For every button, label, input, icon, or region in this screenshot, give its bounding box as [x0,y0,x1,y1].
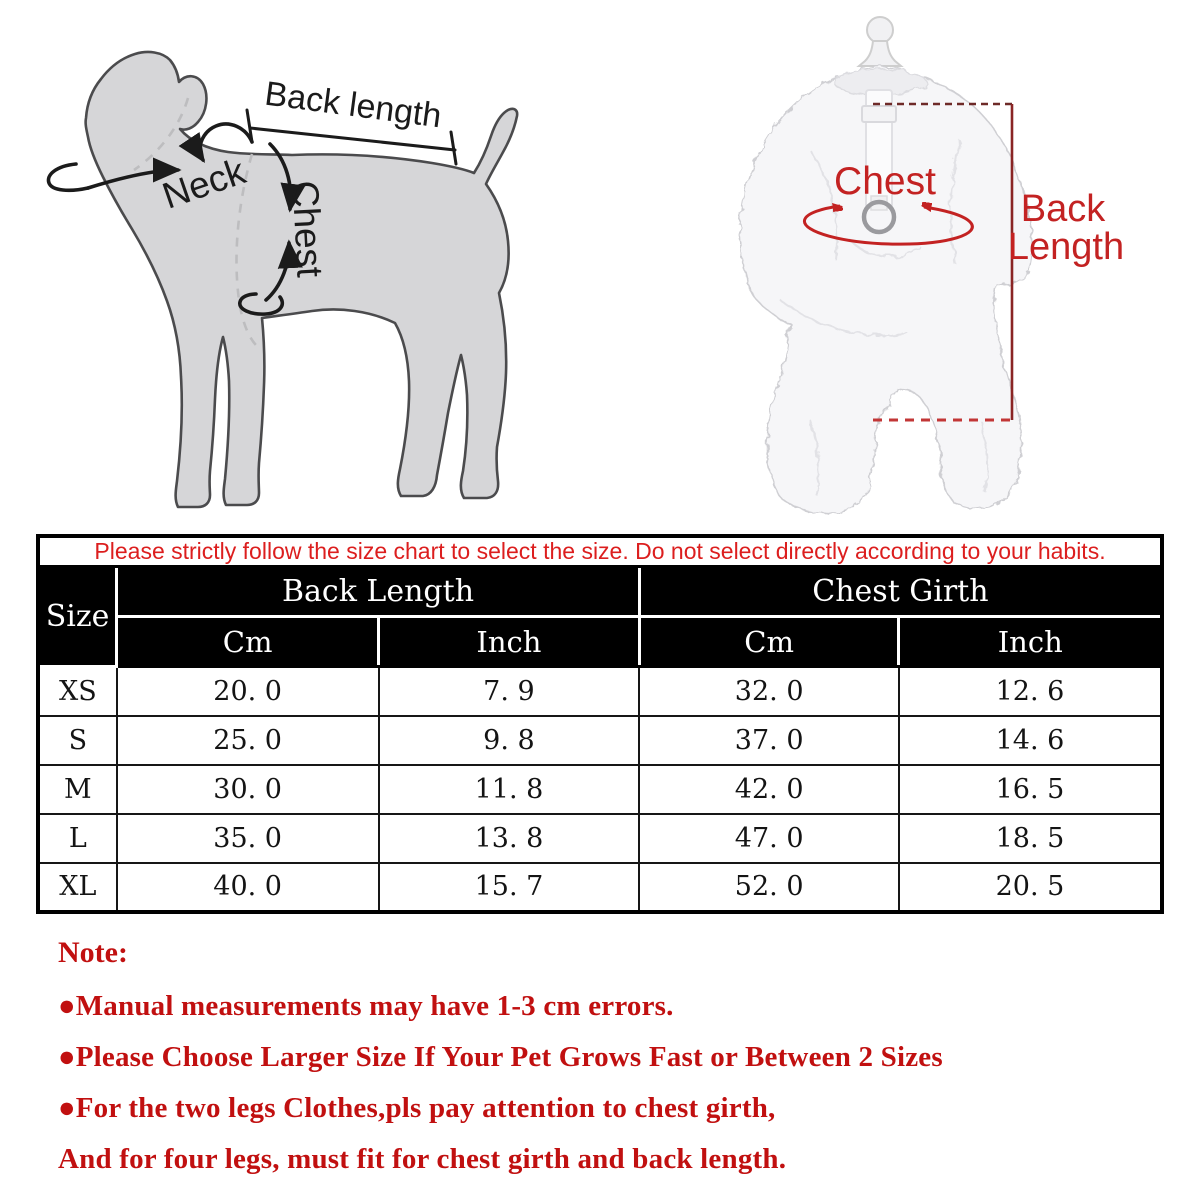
header-group-row [38,567,1162,617]
back-length-label: Back length [262,74,444,136]
back-length-group-header: Back Length [117,567,640,617]
chest-inch-cell: 16. 5 [899,765,1162,814]
dog-silhouette [86,52,518,507]
table-row [38,863,1162,912]
size-cell: XS [38,667,117,716]
back-cm-cell: 25. 0 [117,716,379,765]
chest-girth-group-header: Chest Girth [639,567,1162,617]
header-unit-row [38,617,1162,667]
chest-cm-cell: 47. 0 [639,814,899,863]
back-cm-cell: 35. 0 [117,814,379,863]
chest-inch-header: Inch [899,617,1162,667]
size-cell: M [38,765,117,814]
notes-section [58,936,1148,1194]
note-item: ●Please Choose Larger Size If Your Pet Grows Fast or Between 2 Sizes [58,1041,943,1073]
chest-cm-cell: 52. 0 [639,863,899,912]
back-inch-cell: 13. 8 [379,814,640,863]
chest-inch-cell: 18. 5 [899,814,1162,863]
chest-inch-cell: 12. 6 [899,667,1162,716]
note-item: ●For the two legs Clothes,pls pay attention to chest girth, [58,1092,776,1124]
size-cell: L [38,814,117,863]
chest-cm-header: Cm [639,617,899,667]
note-item: ●Manual measurements may have 1-3 cm errors. [58,990,674,1022]
table-row [38,765,1162,814]
note-item: And for four legs, must fit for chest girth and back length. [58,1143,787,1175]
back-inch-cell: 11. 8 [379,765,640,814]
garment-back-label: Back [1020,188,1106,230]
back-cm-cell: 30. 0 [117,765,379,814]
chest-cm-cell: 37. 0 [639,716,899,765]
back-inch-cell: 7. 9 [379,667,640,716]
neck-label: Neck [157,150,251,217]
chest-label: Chest [284,179,331,279]
size-table [36,534,1164,914]
dog-measurement-diagram [40,0,580,520]
garment-measurement-photo [660,0,1140,520]
back-inch-header: Inch [379,617,640,667]
notice-row [38,536,1162,567]
hanger-icon [859,17,901,66]
back-inch-cell: 9. 8 [379,716,640,765]
size-cell: S [38,716,117,765]
notes-title: Note: [58,936,128,969]
back-length-tick-right [451,132,456,164]
table-row [38,667,1162,716]
size-cell: XL [38,863,117,912]
table-row [38,814,1162,863]
chest-inch-cell: 20. 5 [899,863,1162,912]
table-row [38,716,1162,765]
garment-length-label: Length [1007,226,1125,268]
chest-inch-cell: 14. 6 [899,716,1162,765]
back-inch-cell: 15. 7 [379,863,640,912]
neck-tape-loop [48,164,88,190]
back-cm-header: Cm [117,617,379,667]
back-cm-cell: 40. 0 [117,863,379,912]
back-cm-cell: 20. 0 [117,667,379,716]
chest-cm-cell: 42. 0 [639,765,899,814]
garment-chest-label: Chest [834,160,936,203]
chest-cm-cell: 32. 0 [639,667,899,716]
notice-banner: Please strictly follow the size chart to select the size. Do not select directly according to your habits. [38,536,1162,567]
size-column-header: Size [38,567,117,667]
